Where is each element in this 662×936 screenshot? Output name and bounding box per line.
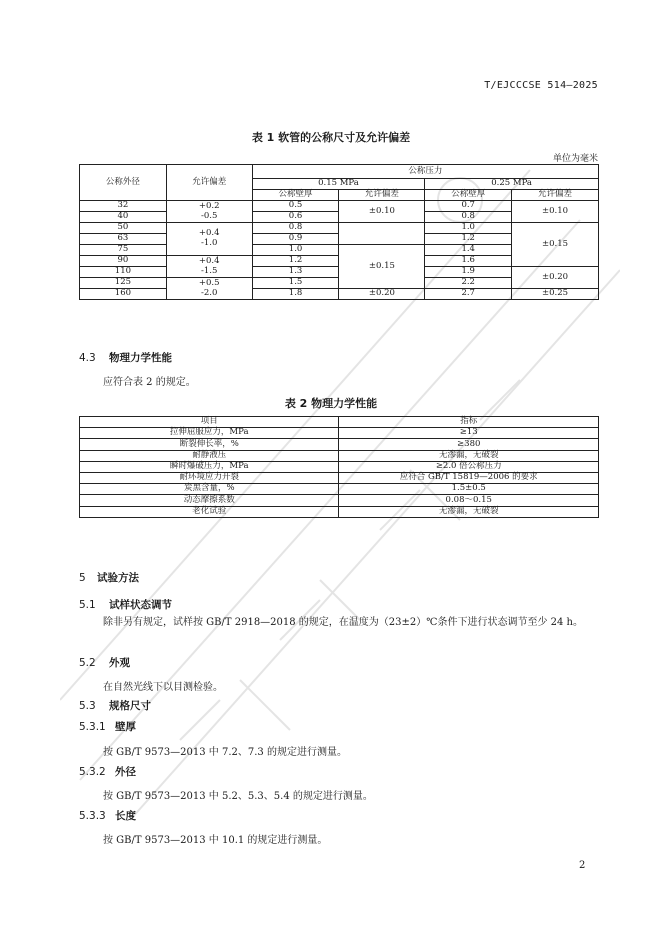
header-wall-tol-a: 允许偏差 (339, 190, 425, 201)
section-5-2-text: 在自然光线下以目测检验。 (103, 682, 223, 693)
cell-wall-tol-a: ±0.10 (339, 201, 425, 223)
section-5-2-heading: 5.2 外观 (79, 657, 130, 669)
cell-wall-a: 0.9 (252, 234, 339, 245)
cell-wall-b: 2.2 (425, 278, 512, 289)
cell-wall-b: 0.7 (425, 201, 512, 212)
physical-properties-table (79, 416, 599, 518)
table-row: 断裂伸长率，% ≥380 (80, 439, 599, 450)
cell-tolerance: +0.4 -1.0 (166, 223, 252, 256)
section-5-1-text: 除非另有规定，试样按 GB/T 2918—2018 的规定，在温度为（23±2）℃条件下进行状态调节至少 24 h。 (103, 617, 583, 628)
table-row: 耐静液压 无渗漏，无破裂 (80, 450, 599, 461)
table-row: 老化试验 无渗漏，无破裂 (80, 506, 599, 517)
cell-wall-a: 1.0 (252, 245, 339, 256)
cell-tolerance: +0.4 -1.5 (166, 256, 252, 278)
cell-wall-a: 1.5 (252, 278, 339, 289)
cell-od: 90 (80, 256, 167, 267)
cell-wall-tol-b: ±0.20 (512, 267, 599, 289)
cell-wall-a: 0.5 (252, 201, 339, 212)
cell-od: 32 (80, 201, 167, 212)
header-pressure-a: 0.15 MPa (252, 179, 425, 190)
section-4-3-heading: 4.3 物理力学性能 (79, 352, 172, 364)
cell-wall-tol-b: ±0.15 (512, 223, 599, 267)
table1-title: 表 1 软管的公称尺寸及允许偏差 (251, 131, 411, 144)
document-code: T/EJCCCSE 514—2025 (484, 80, 598, 91)
table-row: 炭黑含量，% 1.5±0.5 (80, 484, 599, 495)
table-row: 瞬时爆破压力，MPa ≥2.0 倍公称压力 (80, 461, 599, 472)
section-5-3-2-text: 按 GB/T 9573—2013 中 5.2、5.3、5.4 的规定进行测量。 (103, 791, 373, 802)
table-row (80, 223, 599, 234)
section-5-1-heading: 5.1 试样状态调节 (79, 599, 172, 611)
table-row (80, 289, 599, 300)
unit-note: 单位为毫米 (552, 154, 598, 164)
cell-wall-a: 1.8 (252, 289, 339, 300)
table-row (80, 201, 599, 212)
cell-wall-tol-a-empty (339, 223, 425, 245)
cell-wall-a: 1.3 (252, 267, 339, 278)
section-5-3-2-heading: 5.3.2 外径 (79, 766, 136, 778)
header-pressure-b: 0.25 MPa (425, 179, 599, 190)
header-item: 项目 (80, 417, 339, 428)
section-5-3-3-heading: 5.3.3 长度 (79, 810, 136, 822)
cell-wall-a: 0.8 (252, 223, 339, 234)
section-5-3-1-heading: 5.3.1 壁厚 (79, 721, 136, 733)
cell-wall-tol-b: ±0.10 (512, 201, 599, 223)
section-5-3-3-text: 按 GB/T 9573—2013 中 10.1 的规定进行测量。 (103, 835, 328, 846)
cell-od: 160 (80, 289, 167, 300)
header-tolerance: 允许偏差 (166, 165, 252, 201)
cell-od: 63 (80, 234, 167, 245)
header-wall-b: 公称壁厚 (425, 190, 512, 201)
header-wall-tol-b: 允许偏差 (512, 190, 599, 201)
header-wall-a: 公称壁厚 (252, 190, 339, 201)
header-outer-diameter: 公称外径 (80, 165, 167, 201)
table-row: 动态摩擦系数 0.08～0.15 (80, 495, 599, 506)
header-pressure: 公称压力 (252, 165, 598, 179)
cell-od: 110 (80, 267, 167, 278)
cell-tolerance: +0.2 -0.5 (166, 201, 252, 223)
cell-wall-b: 1.2 (425, 234, 512, 245)
cell-od: 75 (80, 245, 167, 256)
section-5-heading: 5 试验方法 (79, 572, 139, 584)
cell-wall-tol-a: ±0.15 (339, 245, 425, 289)
section-4-3-text: 应符合表 2 的规定。 (103, 377, 196, 388)
cell-od: 40 (80, 212, 167, 223)
cell-od: 125 (80, 278, 167, 289)
table2-title: 表 2 物理力学性能 (284, 397, 378, 410)
section-5-3-heading: 5.3 规格尺寸 (79, 700, 151, 712)
cell-wall-b: 1.4 (425, 245, 512, 256)
table-row: 耐环境应力开裂 应符合 GB/T 15819—2006 的要求 (80, 472, 599, 483)
table-row: 拉伸屈服应力，MPa ≥13 (80, 428, 599, 439)
page-number: 2 (579, 860, 586, 871)
cell-wall-a: 0.6 (252, 212, 339, 223)
section-5-3-1-text: 按 GB/T 9573—2013 中 7.2、7.3 的规定进行测量。 (103, 747, 347, 758)
cell-wall-b: 0.8 (425, 212, 512, 223)
cell-wall-a: 1.2 (252, 256, 339, 267)
cell-wall-b: 1.0 (425, 223, 512, 234)
cell-od: 50 (80, 223, 167, 234)
cell-wall-tol-b: ±0.25 (512, 289, 599, 300)
cell-tolerance: +0.5 -2.0 (166, 278, 252, 300)
cell-wall-b: 2.7 (425, 289, 512, 300)
header-index: 指标 (339, 417, 599, 428)
cell-wall-b: 1.6 (425, 256, 512, 267)
cell-wall-tol-a: ±0.20 (339, 289, 425, 300)
nominal-size-table (79, 164, 599, 300)
cell-wall-b: 1.9 (425, 267, 512, 278)
